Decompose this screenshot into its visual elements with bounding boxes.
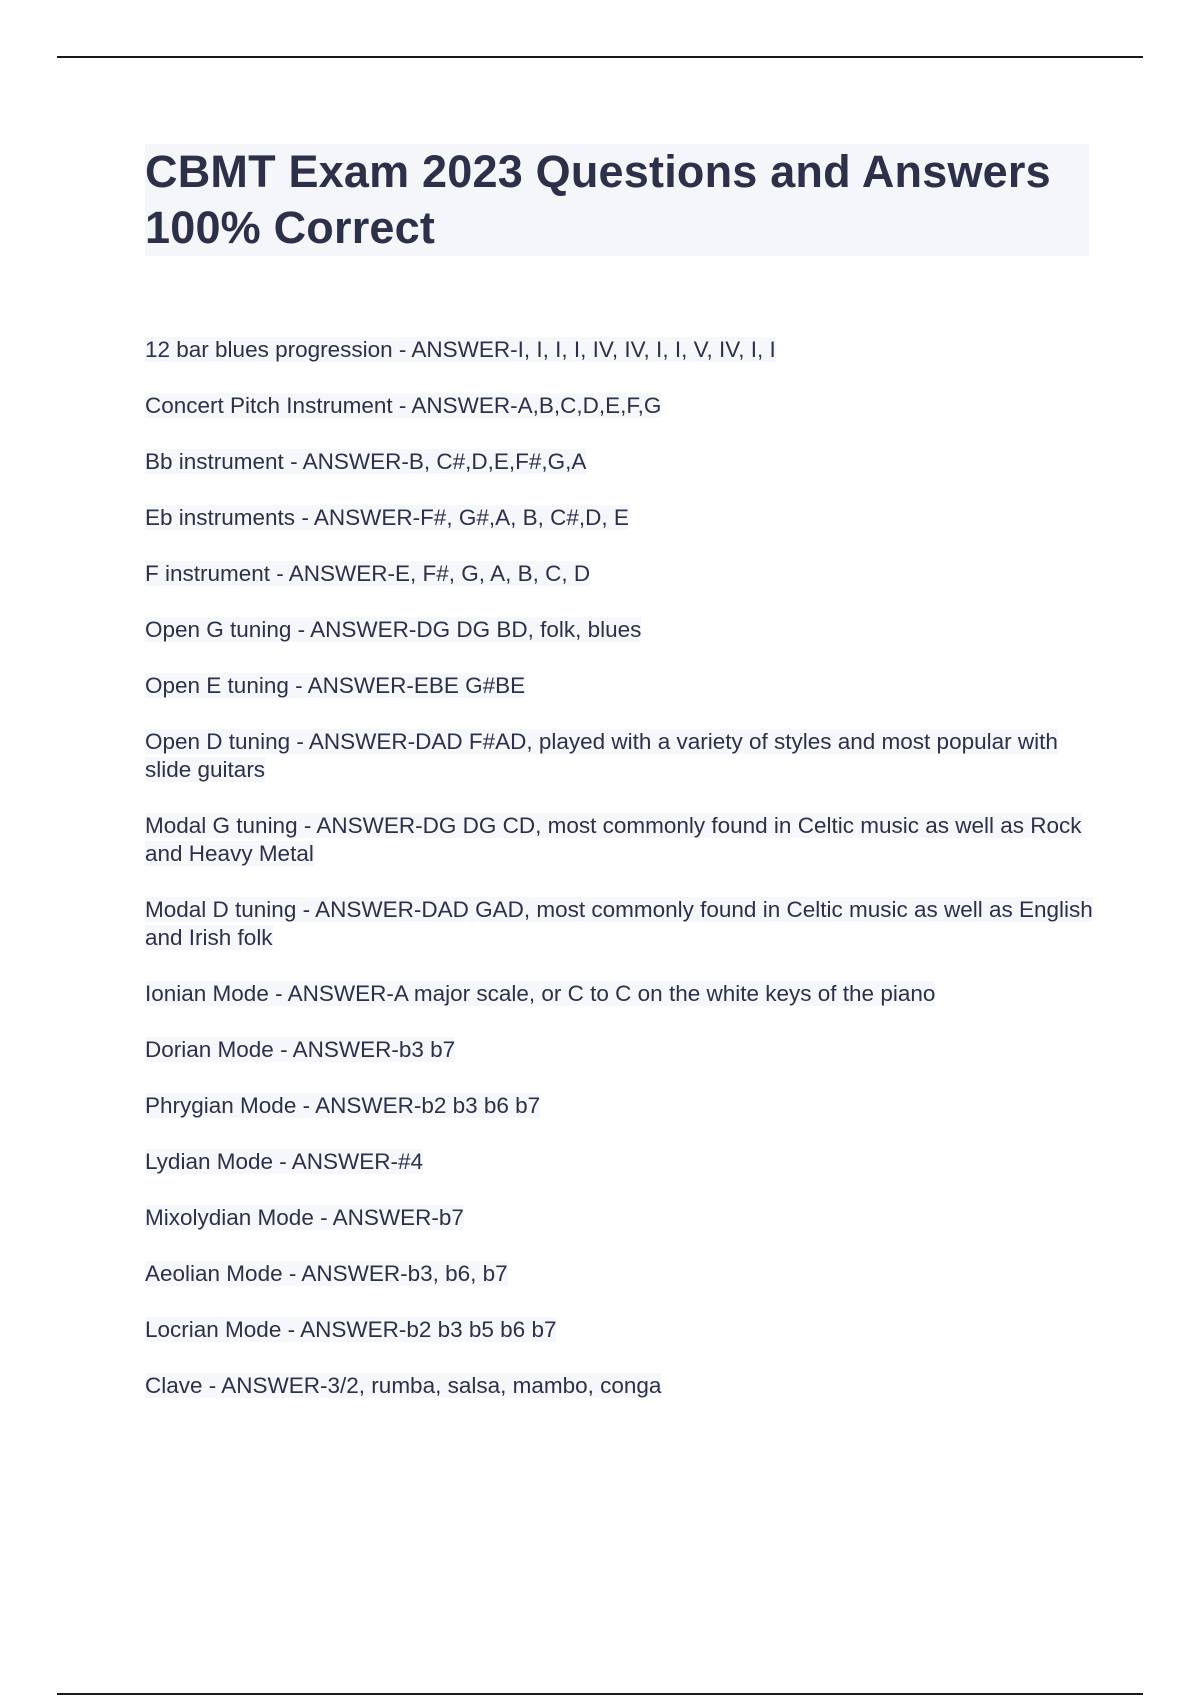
qa-list bbox=[145, 336, 1095, 1428]
qa-item bbox=[145, 504, 1095, 532]
qa-item bbox=[145, 1316, 1095, 1344]
qa-item-text: Open G tuning - ANSWER-DG DG BD, folk, blues bbox=[145, 617, 642, 642]
qa-item-text: Eb instruments - ANSWER-F#, G#,A, B, C#,D, E bbox=[145, 505, 629, 530]
qa-item bbox=[145, 980, 1095, 1008]
qa-item bbox=[145, 1148, 1095, 1176]
qa-item-text: 12 bar blues progression - ANSWER-I, I, I, I, IV, IV, I, I, V, IV, I, I bbox=[145, 337, 776, 362]
qa-item bbox=[145, 812, 1095, 868]
qa-item bbox=[145, 1092, 1095, 1120]
qa-item-text: F instrument - ANSWER-E, F#, G, A, B, C, D bbox=[145, 561, 591, 586]
page-bottom-rule bbox=[57, 1693, 1143, 1695]
qa-item bbox=[145, 1260, 1095, 1288]
qa-item bbox=[145, 1372, 1095, 1400]
qa-item-text: Locrian Mode - ANSWER-b2 b3 b5 b6 b7 bbox=[145, 1317, 557, 1342]
qa-item bbox=[145, 728, 1095, 784]
qa-item-text: Dorian Mode - ANSWER-b3 b7 bbox=[145, 1037, 456, 1062]
qa-item-text: Aeolian Mode - ANSWER-b3, b6, b7 bbox=[145, 1261, 508, 1286]
qa-item-text: Ionian Mode - ANSWER-A major scale, or C to C on the white keys of the piano bbox=[145, 981, 936, 1006]
qa-item bbox=[145, 672, 1095, 700]
page-top-rule bbox=[57, 56, 1143, 58]
qa-item bbox=[145, 448, 1095, 476]
qa-item-text: Mixolydian Mode - ANSWER-b7 bbox=[145, 1205, 464, 1230]
qa-item bbox=[145, 1204, 1095, 1232]
title-block bbox=[145, 144, 1089, 256]
qa-item-text: Modal D tuning - ANSWER-DAD GAD, most commonly found in Celtic music as well as English and Irish folk bbox=[145, 897, 1093, 950]
qa-item-text: Concert Pitch Instrument - ANSWER-A,B,C,D,E,F,G bbox=[145, 393, 662, 418]
qa-item bbox=[145, 896, 1095, 952]
qa-item-text: Clave - ANSWER-3/2, rumba, salsa, mambo, conga bbox=[145, 1373, 662, 1398]
qa-item-text: Bb instrument - ANSWER-B, C#,D,E,F#,G,A bbox=[145, 449, 587, 474]
document-title: CBMT Exam 2023 Questions and Answers 100% Correct bbox=[145, 146, 1051, 253]
qa-item bbox=[145, 392, 1095, 420]
qa-item bbox=[145, 616, 1095, 644]
qa-item bbox=[145, 560, 1095, 588]
qa-item-text: Open E tuning - ANSWER-EBE G#BE bbox=[145, 673, 526, 698]
qa-item-text: Phrygian Mode - ANSWER-b2 b3 b6 b7 bbox=[145, 1093, 541, 1118]
qa-item-text: Lydian Mode - ANSWER-#4 bbox=[145, 1149, 424, 1174]
qa-item bbox=[145, 1036, 1095, 1064]
qa-item-text: Open D tuning - ANSWER-DAD F#AD, played with a variety of styles and most popular with slide guitars bbox=[145, 729, 1058, 782]
qa-item bbox=[145, 336, 1095, 364]
qa-item-text: Modal G tuning - ANSWER-DG DG CD, most commonly found in Celtic music as well as Rock and Heavy Metal bbox=[145, 813, 1082, 866]
